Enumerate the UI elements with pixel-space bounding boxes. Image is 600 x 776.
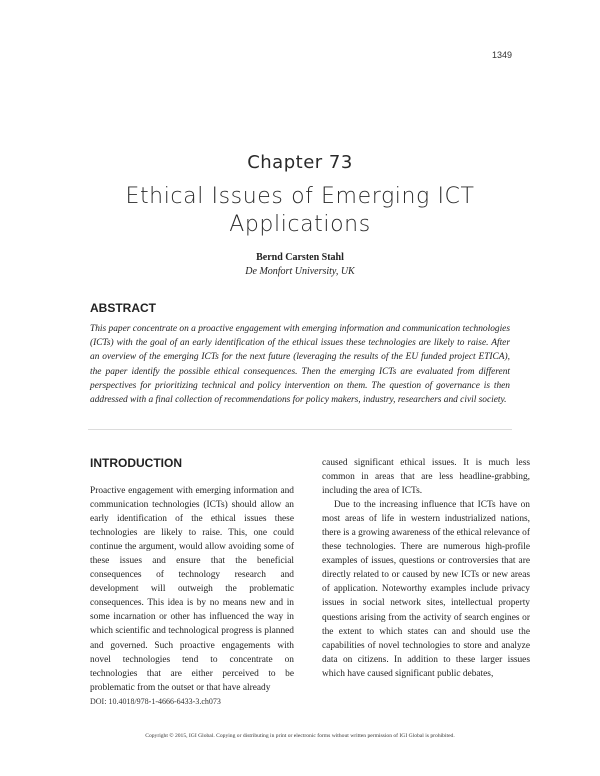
page-number: 1349 <box>491 50 512 60</box>
abstract-heading: ABSTRACT <box>90 301 156 315</box>
abstract-divider <box>88 429 512 430</box>
chapter-label: Chapter 73 <box>247 152 353 173</box>
author-name: Bernd Carsten Stahl <box>256 252 344 263</box>
right-column <box>322 456 530 681</box>
intro-paragraph-2: Due to the increasing influence that ICTs have on most areas of life in western industrialized nations, there is a growing awareness of the ethical relevance of these technologies. There are numerous high-profile examples of issues, questions or controversies that are directly related to or caused by new ICTs or new areas of application. Noteworthy examples include privacy issues in social network sites, intellectual property questions arising from the activity of search engines or the extent to which states can and should use the capabilities of novel technologies to store and analyze data on citizens. In addition to these larger issues which have caused significant public debates, <box>322 500 530 679</box>
abstract-text: This paper concentrate on a proactive engagement with emerging information and communication technologies (ICTs) with the goal of an early identification of the ethical issues these technologies are likely to raise. After an overview of the emerging ICTs for the next future (leveraging the results of the EU funded project ETICA), the paper identify the possible ethical consequences. Then the emerging ICTs are evaluated from different perspectives for prioritizing technical and policy intervention on them. The question of governance is then addressed with a final collection of recommendations for policy makers, industry, researchers and civil society. <box>90 324 510 406</box>
intro-paragraph-continued: caused significant ethical issues. It is much less common in areas that are less headline-grabbing, including the area of ICTs. <box>322 458 530 497</box>
copyright-notice: Copyright © 2015, IGI Global. Copying or distributing in print or electronic forms without written permission of IGI Global is prohibited. <box>145 733 455 739</box>
introduction-heading: INTRODUCTION <box>90 456 182 470</box>
doi-line: DOI: 10.4018/978-1-4666-6433-3.ch073 <box>90 697 221 706</box>
intro-paragraph-1: Proactive engagement with emerging information and communication technologies (ICTs) should allow an early identification of the ethical issues these technologies are likely to raise. This, one could continue the argument, would allow avoiding some of these issues and ensure that the beneficial consequences of technology research and development will outweigh the problematic consequences. This idea is by no means new and in some incarnation or other has influenced the way in which scientific and technological progress is planned and governed. Such proactive engagements with novel technologies tend to concentrate on technologies that are either perceived to be problematic from the outset or that have already <box>90 486 294 693</box>
author-affiliation: De Monfort University, UK <box>245 266 355 277</box>
chapter-title: Ethical Issues of Emerging ICT Applications <box>125 184 475 237</box>
left-column <box>90 484 294 695</box>
